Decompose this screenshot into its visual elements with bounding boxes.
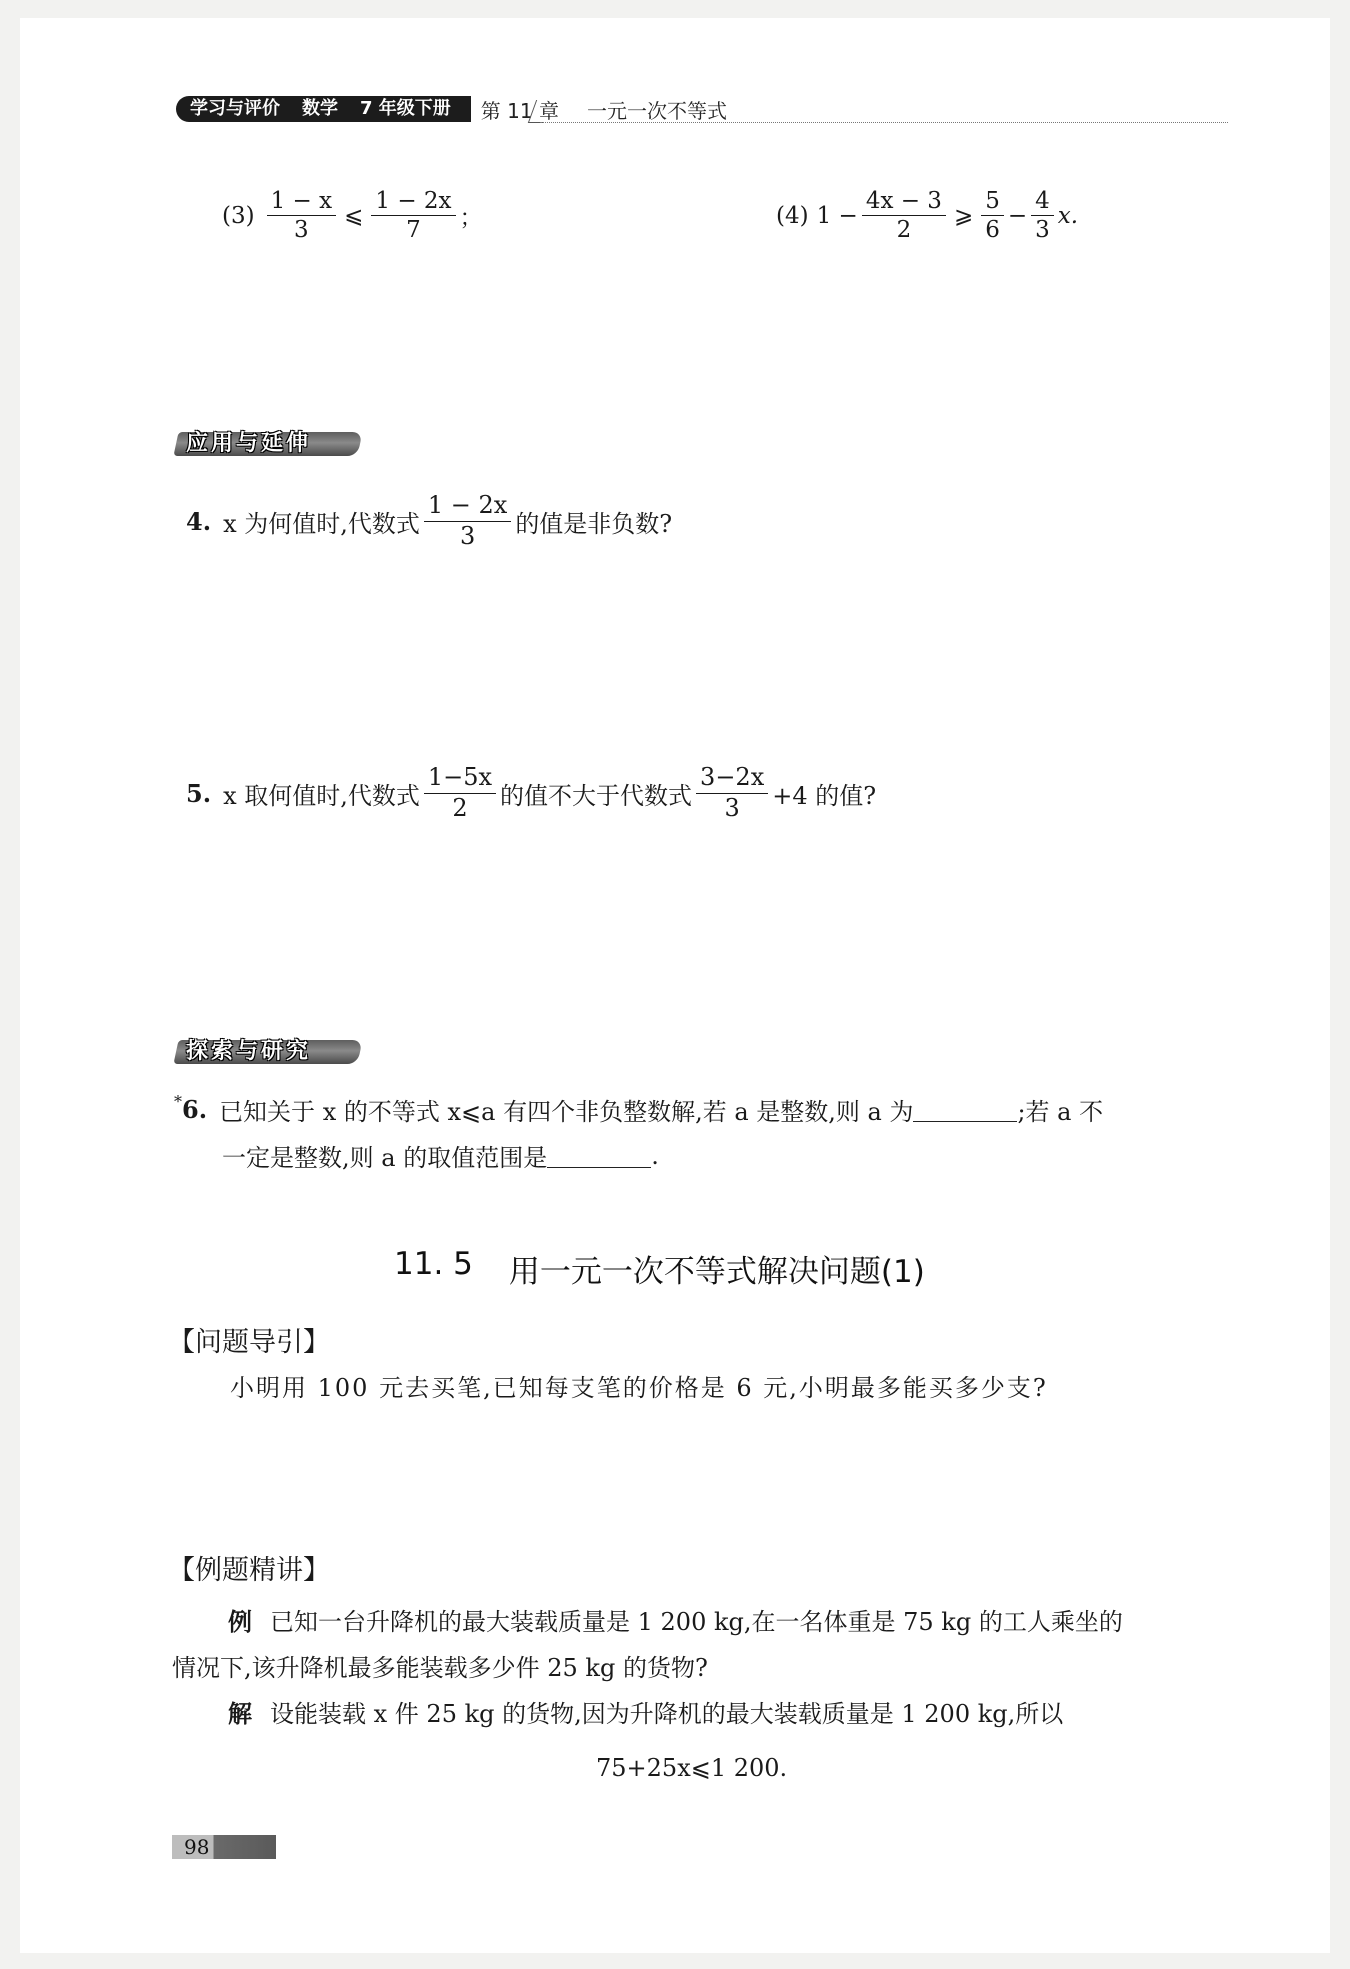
example-line-1-text: 已知一台升降机的最大装载质量是 1 200 kg,在一名体重是 75 kg 的工人乘坐的 [270, 1608, 1123, 1636]
question-4-number: 4. [186, 506, 212, 536]
question-6-line-2 [222, 1138, 659, 1173]
guide-text: 小明用 100 元去买笔,已知每支笔的价格是 6 元,小明最多能买多少支? [230, 1374, 1048, 1402]
example-heading: 【例题精讲】 [168, 1555, 330, 1586]
section-title-text: 用一元一次不等式解决问题(1) [508, 1254, 925, 1290]
example-line-2: 情况下,该升降机最多能装载多少件 25 kg 的货物? [172, 1654, 708, 1682]
header-subject: 数学 [302, 98, 338, 119]
question-6-star: * [174, 1092, 182, 1111]
fraction-denominator: 3 [724, 793, 740, 822]
page-number: 98 [184, 1835, 210, 1859]
exercise-3-label: (3) [222, 202, 255, 229]
header-chapter [481, 95, 727, 124]
exercise-4-label: (4) [776, 202, 809, 229]
exercise-4-fraction-1 [862, 188, 946, 244]
fraction-numerator: 3−2x [696, 764, 768, 794]
question-6-line-1 [174, 1092, 1103, 1127]
example-lead: 例 [228, 1607, 252, 1636]
exercise-4-minus: − [1007, 202, 1028, 229]
section-banner-explore-label: 探索与研究 [186, 1039, 312, 1064]
fraction-numerator: 1 − 2x [371, 188, 455, 216]
fraction-numerator: 5 [981, 188, 1004, 216]
solution-text: 设能装载 x 件 25 kg 的货物,因为升降机的最大装载质量是 1 200 kg,所以 [270, 1700, 1064, 1728]
solution-line [228, 1694, 1063, 1729]
section-banner-apply-label: 应用与延伸 [186, 431, 312, 456]
question-6-line-2-text: 一定是整数,则 a 的取值范围是 [222, 1144, 548, 1172]
question-5-text-post: +4 的值? [772, 781, 877, 810]
section-banner-apply [176, 426, 360, 456]
question-4-text-pre: x 为何值时,代数式 [223, 509, 420, 538]
exercise-3-operator: ⩽ [344, 202, 364, 229]
header-grade: 7 年级下册 [360, 98, 451, 119]
exercise-4-tail: x. [1057, 202, 1079, 229]
exercise-3-end: ； [459, 205, 483, 232]
question-4-fraction [424, 492, 511, 550]
question-6-line-1-text: 已知关于 x 的不等式 x⩽a 有四个非负整数解,若 a 是整数,则 a 为 [219, 1098, 914, 1126]
fraction-denominator: 2 [452, 793, 468, 822]
section-banner-explore [176, 1034, 360, 1064]
question-5-fraction-2 [696, 764, 768, 822]
fraction-denominator: 3 [1035, 217, 1050, 244]
fraction-numerator: 1−5x [424, 764, 496, 794]
exercise-4-operator: ⩾ [953, 202, 974, 229]
fraction-numerator: 4x − 3 [862, 188, 946, 216]
header-rule [540, 122, 1228, 123]
exercise-4-fraction-2 [981, 188, 1004, 244]
solution-equation: 75+25x⩽1 200. [596, 1754, 788, 1782]
question-6-line-2-tail: . [651, 1141, 659, 1170]
exercise-3-fraction-left [267, 188, 337, 244]
fraction-numerator: 4 [1031, 188, 1054, 216]
example-line-1 [228, 1602, 1123, 1637]
exercise-3-fraction-right [371, 188, 455, 244]
fraction-numerator: 1 − 2x [424, 492, 511, 522]
question-6-number: 6. [182, 1095, 208, 1124]
question-5-text-pre: x 取何值时,代数式 [223, 781, 420, 810]
fraction-denominator: 3 [294, 217, 309, 244]
fraction-denominator: 2 [896, 217, 912, 244]
question-5-number: 5. [186, 778, 212, 808]
question-5-fraction-1 [424, 764, 496, 822]
question-6-line-1-tail: ;若 a 不 [1017, 1098, 1104, 1126]
question-4-text-post: 的值是非负数? [515, 509, 673, 538]
header-chapter-title: 一元一次不等式 [586, 98, 727, 123]
question-6-answer-blank-1[interactable] [913, 1097, 1017, 1122]
exercise-4 [776, 188, 1078, 244]
exercise-3 [222, 188, 483, 244]
running-header [176, 96, 727, 122]
fraction-denominator: 3 [459, 521, 476, 550]
guide-heading: 【问题导引】 [168, 1327, 330, 1358]
question-5-text-mid: 的值不大于代数式 [500, 781, 693, 810]
fraction-denominator: 6 [985, 217, 1000, 244]
exercise-4-fraction-3 [1031, 188, 1054, 244]
fraction-numerator: 1 − x [267, 188, 337, 216]
question-4 [186, 492, 672, 550]
header-book: 学习与评价 [190, 98, 280, 119]
header-book-tag [176, 96, 471, 122]
solution-lead: 解 [228, 1699, 252, 1728]
header-chapter-number: 第 11 章 [480, 98, 559, 123]
question-6-answer-blank-2[interactable] [547, 1143, 651, 1168]
section-title-number: 11. 5 [394, 1246, 473, 1282]
page-number-tab [172, 1835, 276, 1859]
exercise-4-lead: 1 − [816, 202, 858, 229]
section-title [394, 1246, 925, 1291]
fraction-denominator: 7 [406, 217, 421, 244]
question-5 [186, 764, 876, 822]
